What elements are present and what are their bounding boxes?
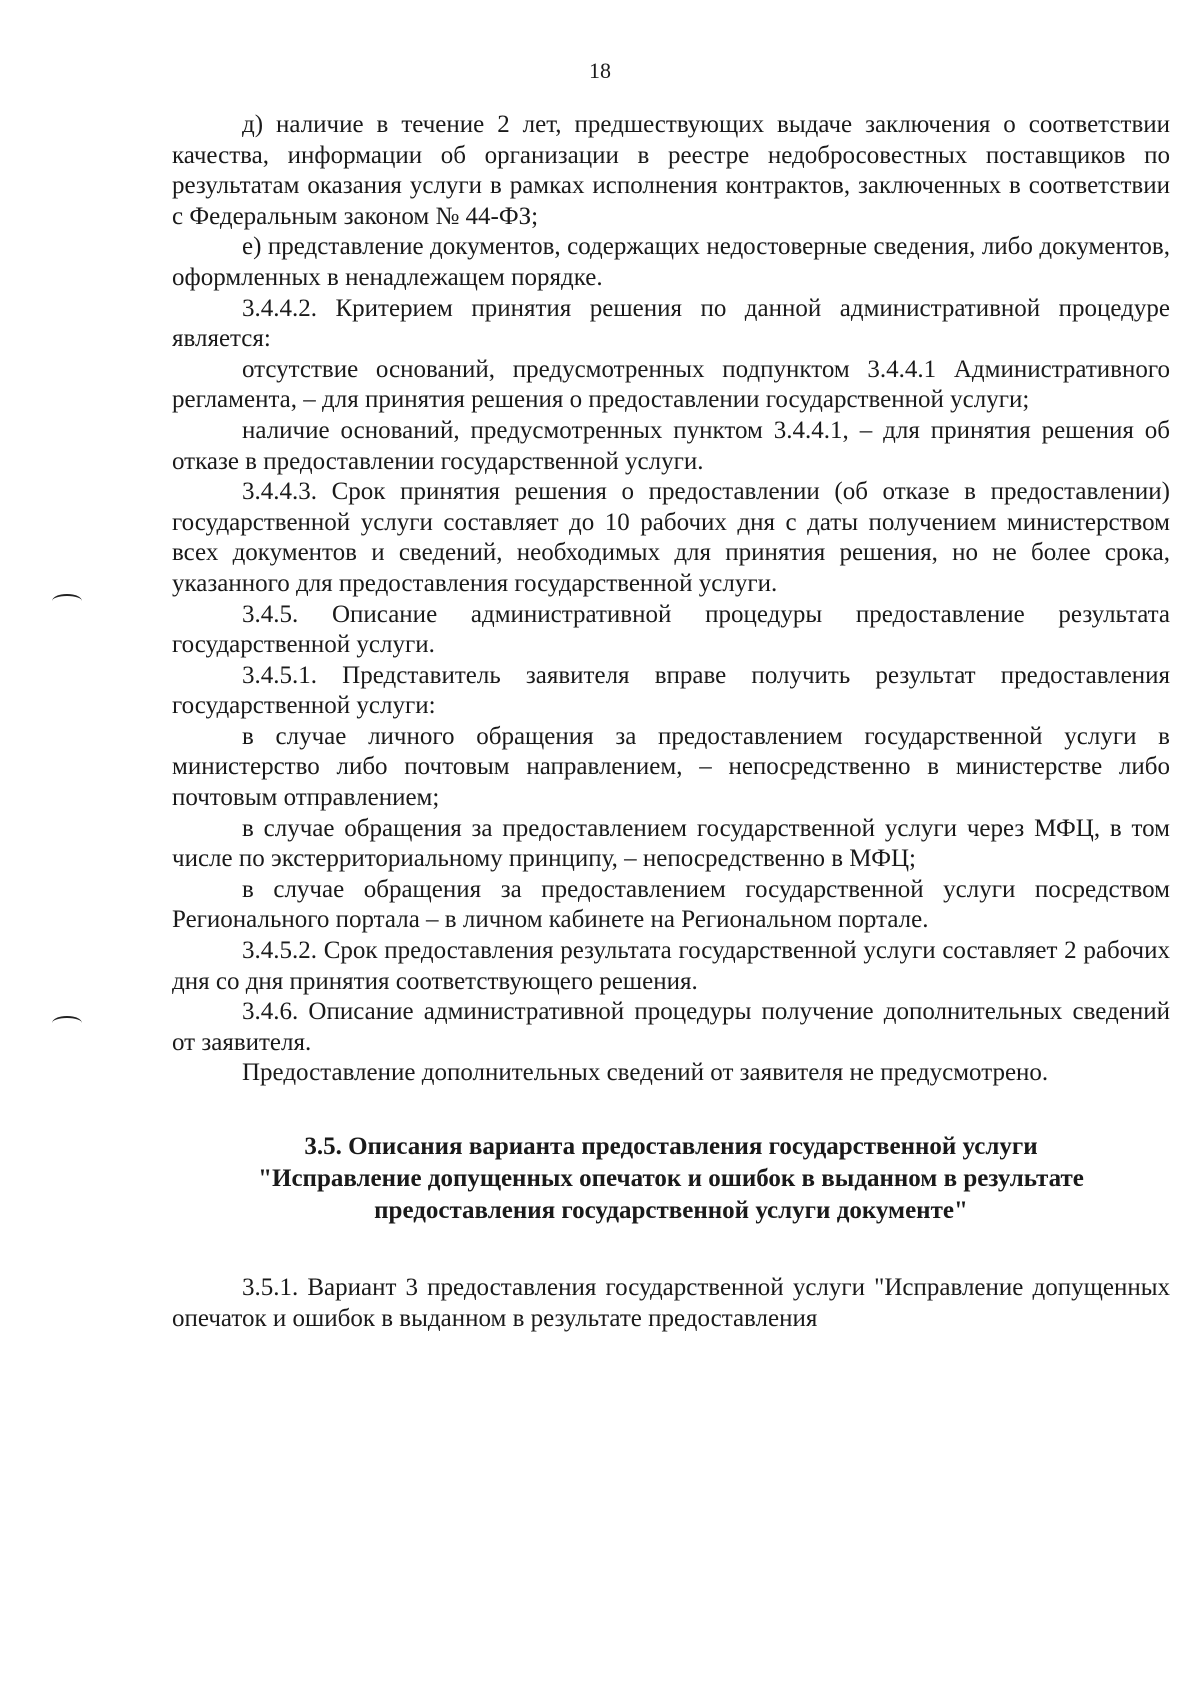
paragraph: 3.5.1. Вариант 3 предоставления государственной услуги "Исправление допущенных опечаток и ошибок в выданном в результате предоставления	[172, 1274, 1170, 1332]
paragraph: в случае обращения за предоставлением государственной услуги посредством Регионального портала – в личном кабинете на Региональном портале.	[172, 875, 1170, 934]
document-body	[172, 110, 1170, 1334]
scan-mark-icon	[52, 594, 82, 608]
paragraph: наличие оснований, предусмотренных пунктом 3.4.4.1, – для принятия решения об отказе в предоставлении государственной услуги.	[172, 416, 1170, 475]
section-heading	[172, 1131, 1170, 1227]
paragraph: 3.4.5.1. Представитель заявителя вправе получить результат предоставления государственной услуги:	[172, 661, 1170, 720]
paragraph: Предоставление дополнительных сведений от заявителя не предусмотрено.	[242, 1059, 1049, 1087]
paragraph: 3.4.6. Описание административной процедуры получение дополнительных сведений от заявителя.	[172, 998, 1170, 1056]
paragraph: в случае обращения за предоставлением государственной услуги через МФЦ, в том числе по экстерриториальному принципу, – непосредственно в МФЦ;	[172, 814, 1170, 873]
section-heading-line: 3.5. Описания варианта предоставления государственной услуги	[304, 1133, 1038, 1160]
paragraph: отсутствие оснований, предусмотренных подпунктом 3.4.4.1 Административного регламента, – для принятия решения о предоставлении государственной услуги;	[172, 355, 1170, 414]
paragraph: 3.4.4.3. Срок принятия решения о предоставлении (об отказе в предоставлении) государственной услуги составляет до 10 рабочих дня с даты получением министерством всех документов и сведений, необходимых для принятия решения, но не более срока, указанного для предоставления государственной услуги.	[172, 478, 1170, 597]
paragraph: 3.4.4.2. Критерием принятия решения по данной административной процедуре является:	[172, 294, 1170, 353]
paragraph: 3.4.5. Описание административной процедуры предоставление результата государственной услуги.	[172, 600, 1170, 659]
section-heading-line: предоставления государственной услуги документе"	[374, 1197, 968, 1224]
paragraph: е) представление документов, содержащих недостоверные сведения, либо документов, оформленных в ненадлежащем порядке.	[172, 233, 1170, 291]
paragraph: 3.4.5.2. Срок предоставления результата государственной услуги составляет 2 рабочих дня со дня принятия соответствующего решения.	[172, 937, 1170, 995]
paragraph: д) наличие в течение 2 лет, предшествующих выдаче заключения о соответствии качества, информации об организации в реестре недобросовестных поставщиков по результатам оказания услуги в рамках исполнения контрактов, заключенных в соответствии с Федеральным законом № 44-ФЗ;	[172, 111, 1170, 230]
paragraph: в случае личного обращения за предоставлением государственной услуги в министерство либо почтовым направлением, – непосредственно в министерстве либо почтовым отправлением;	[172, 722, 1170, 812]
page-number: 18	[589, 58, 611, 83]
scan-mark-icon	[52, 1016, 82, 1030]
section-heading-line: "Исправление допущенных опечаток и ошибок в выданном в результате	[258, 1165, 1084, 1192]
